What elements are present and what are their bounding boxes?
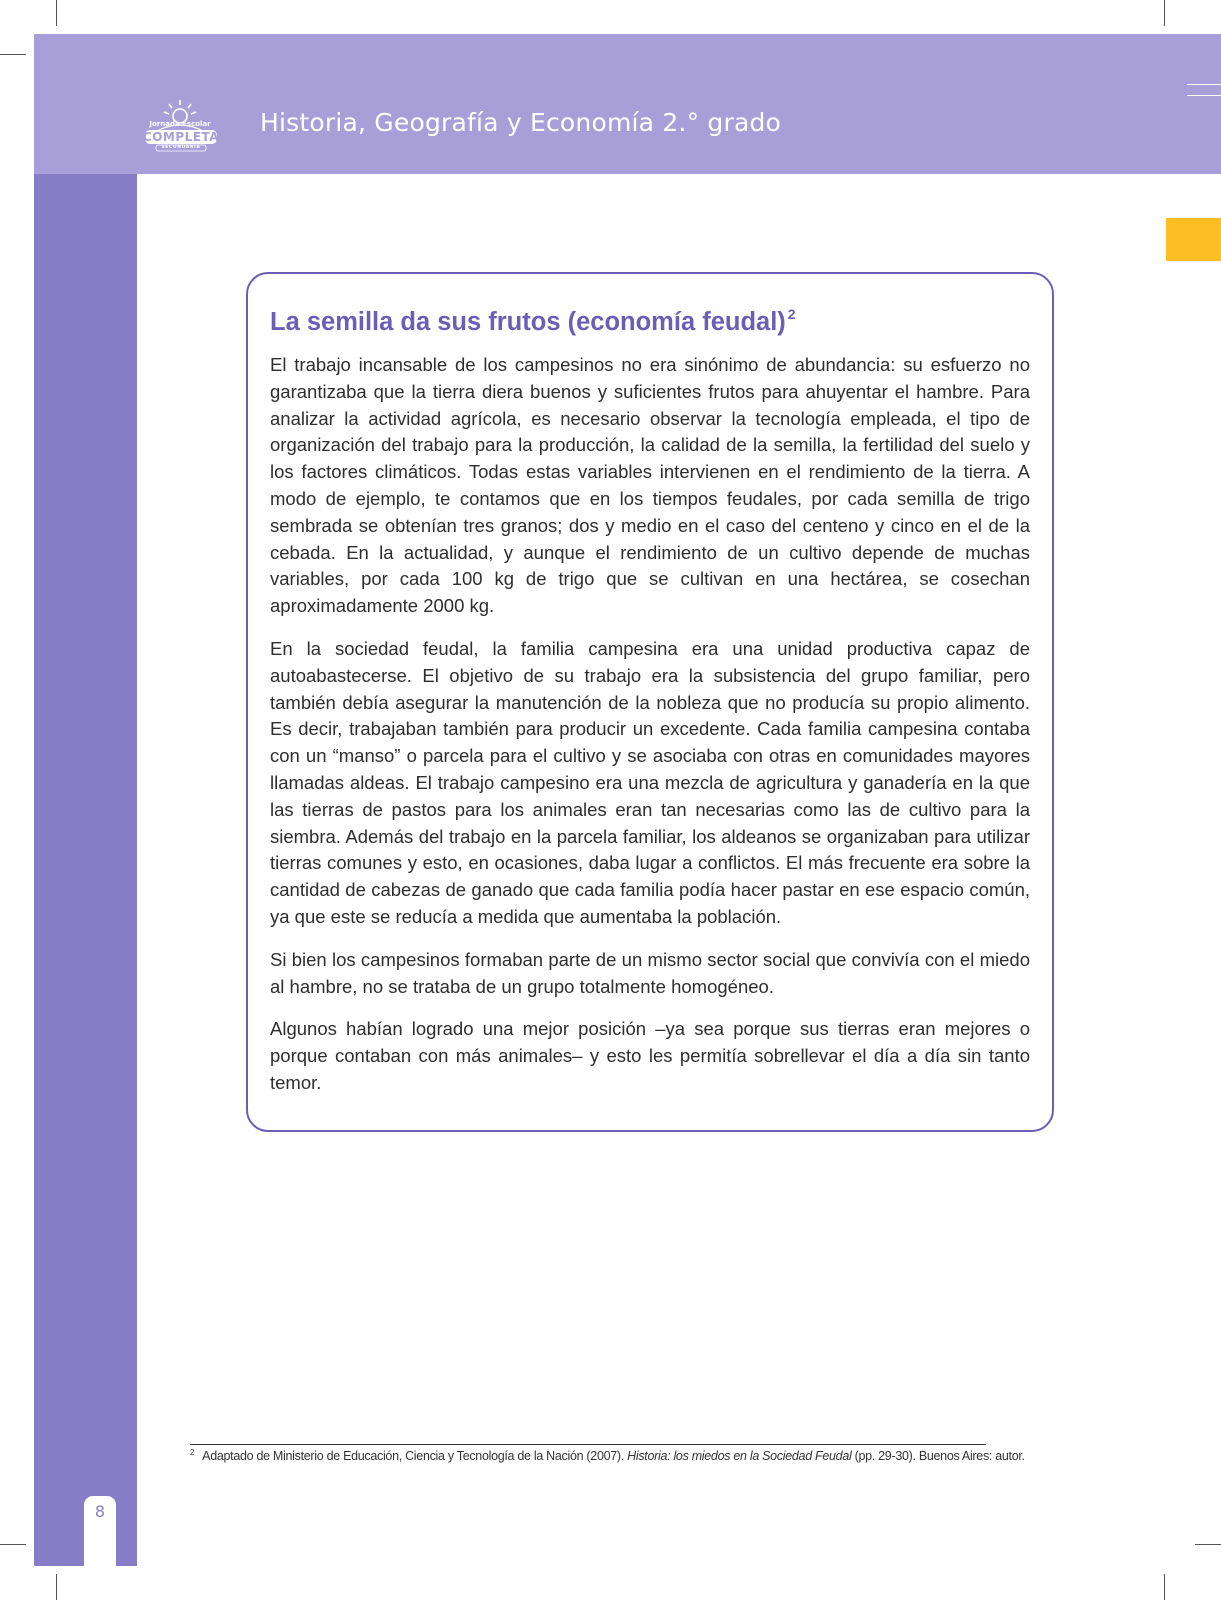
footnote-divider bbox=[190, 1444, 986, 1445]
crop-mark bbox=[56, 0, 57, 26]
jornada-escolar-logo bbox=[142, 94, 222, 156]
footnote-text: Adaptado de Ministerio de Educación, Ciencia y Tecnología de la Nación (2007). bbox=[202, 1449, 628, 1463]
footnote-text-end: (pp. 29-30). Buenos Aires: autor. bbox=[851, 1449, 1025, 1463]
paragraph: El trabajo incansable de los campesinos no era sinónimo de abundancia: su esfuerzo no garantizaba que la tierra diera buenos y suficientes frutos para ahuyentar el hambre. Para analizar la actividad agrícola, es necesario observar la tecnología empleada, el tipo de organización del trabajo para la producción, la calidad de la semilla, la fertilidad del suelo y los factores climáticos. Todas estas variables intervienen en el rendimiento de la tierra. A modo de ejemplo, te contamos que en los tiempos feudales, por cada semilla de trigo sembrada se obtenían tres granos; dos y medio en el caso del centeno y cinco en el de la cebada. En la actualidad, y aunque el rendimiento de un cultivo depende de muchas variables, por cada 100 kg de trigo que se cultivan en una hectárea, se cosechan aproximadamente 2000 kg. bbox=[270, 354, 1030, 617]
crop-mark bbox=[0, 54, 26, 55]
box-title bbox=[270, 306, 796, 337]
footnote bbox=[190, 1448, 1090, 1463]
footnote-mark: 2 bbox=[190, 1448, 195, 1457]
header-title: Historia, Geografía y Economía 2.° grado bbox=[260, 108, 782, 137]
logo-sub-text: SECUNDARIA bbox=[161, 145, 201, 150]
footnote-ref: 2 bbox=[787, 306, 796, 322]
sidebar-band bbox=[34, 174, 137, 1566]
logo-top-text: Jornada Escolar bbox=[149, 120, 211, 128]
footnote-book-title: Historia: los miedos en la Sociedad Feudal bbox=[627, 1449, 852, 1463]
crop-mark bbox=[1164, 1574, 1165, 1600]
section-tab-marker bbox=[1166, 218, 1221, 261]
crop-mark bbox=[1164, 0, 1165, 26]
crop-mark bbox=[56, 1574, 57, 1600]
box-title-text: La semilla da sus frutos (economía feudal) bbox=[270, 308, 786, 336]
box-body bbox=[270, 352, 1030, 1113]
page-number: 8 bbox=[94, 1502, 106, 1521]
paragraph: Si bien los campesinos formaban parte de un mismo sector social que convivía con el miedo al hambre, no se trataba de un grupo totalmente homogéneo. bbox=[270, 948, 1030, 997]
paragraph: En la sociedad feudal, la familia campesina era una unidad productiva capaz de autoabastecerse. El objetivo de su trabajo era la subsistencia del grupo familiar, pero también debía asegurar la manutención de la nobleza que no producía su propio alimento. Es decir, trabajaban también para producir un excedente. Cada familia campesina contaba con un “manso” o parcela para el cultivo y se asociaba con otras en comunidades mayores llamadas aldeas. El trabajo campesino era una mezcla de agricultura y ganadería en la que las tierras de pastos para los animales eran tan necesarias como las de cultivo para la siembra. Además del trabajo en la parcela familiar, los aldeanos se organizaban para utilizar tierras comunes y esto, en ocasiones, daba lugar a conflictos. El más frecuente era sobre la cantidad de cabezas de ganado que cada familia podía hacer pastar en ese espacio común, ya que este se reducía a medida que aumentaba la población. bbox=[270, 637, 1030, 927]
header-decor-lines bbox=[1187, 84, 1221, 96]
crop-mark bbox=[0, 1544, 26, 1545]
logo-main-text: COMPLETA bbox=[142, 130, 220, 144]
paragraph: Algunos habían logrado una mejor posición –ya sea porque sus tierras eran mejores o porque contaban con más animales– y esto les permitía sobrellevar el día a día sin tanto temor. bbox=[270, 1018, 1030, 1093]
crop-mark bbox=[1195, 1544, 1221, 1545]
